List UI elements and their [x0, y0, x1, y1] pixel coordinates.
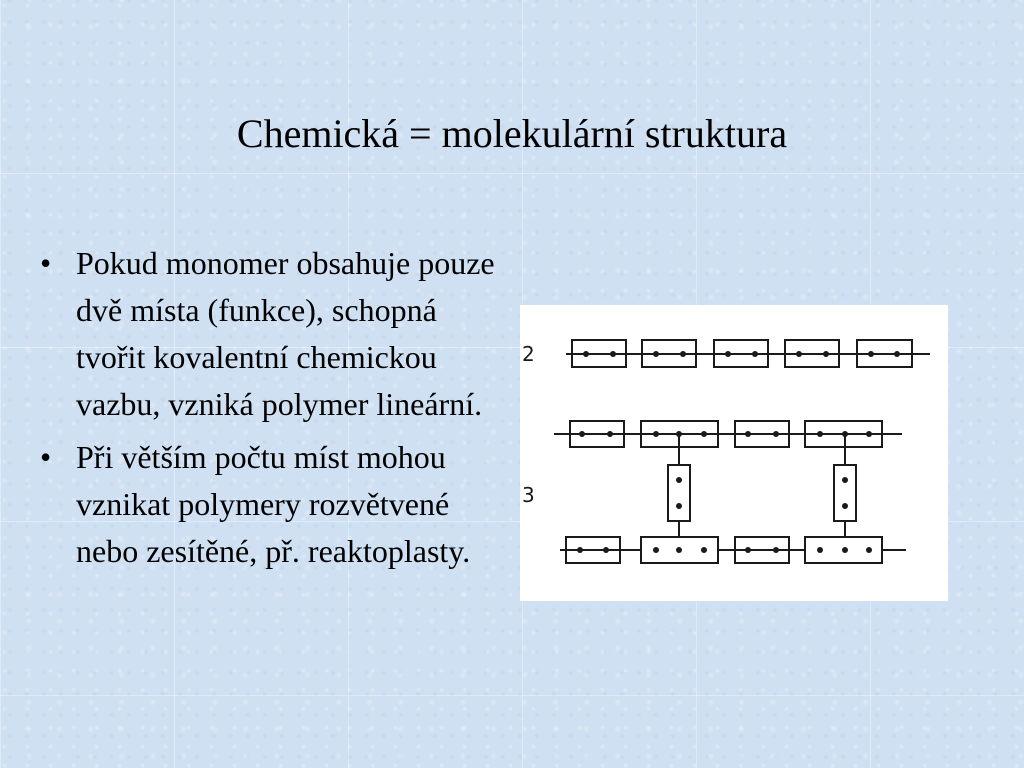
upper-chain: [554, 421, 902, 447]
bullet-item: [40, 434, 500, 575]
bullet-text: Při větším počtu míst mohou vznikat polymery rozvětvené nebo zesítěné, př. reaktoplasty.: [76, 439, 471, 569]
bullet-item: [40, 240, 500, 428]
monomer-unit: [641, 537, 718, 563]
slide-title: Chemická = molekulární struktura: [236, 111, 788, 156]
monomer-unit: [805, 537, 882, 563]
bullet-text: Pokud monomer obsahuje pouze dvě místa (funkce), schopná tvořit kovalentní chemickou vazbu, vzniká polymer lineární.: [76, 245, 495, 422]
polymer-structure-figure: [520, 305, 948, 601]
linear-chain: [522, 340, 930, 367]
label-linear: 2: [522, 342, 535, 366]
bullet-marker: •: [40, 439, 52, 475]
lower-chain: [560, 537, 906, 563]
crosslink-bridge: [668, 434, 690, 550]
bullet-marker: •: [40, 245, 52, 281]
bullet-list: [40, 240, 500, 581]
polymer-diagram: [520, 305, 948, 601]
crosslinked-network: [522, 421, 906, 563]
label-crosslinked: 3: [522, 483, 535, 507]
crosslink-bridge: [834, 434, 856, 550]
